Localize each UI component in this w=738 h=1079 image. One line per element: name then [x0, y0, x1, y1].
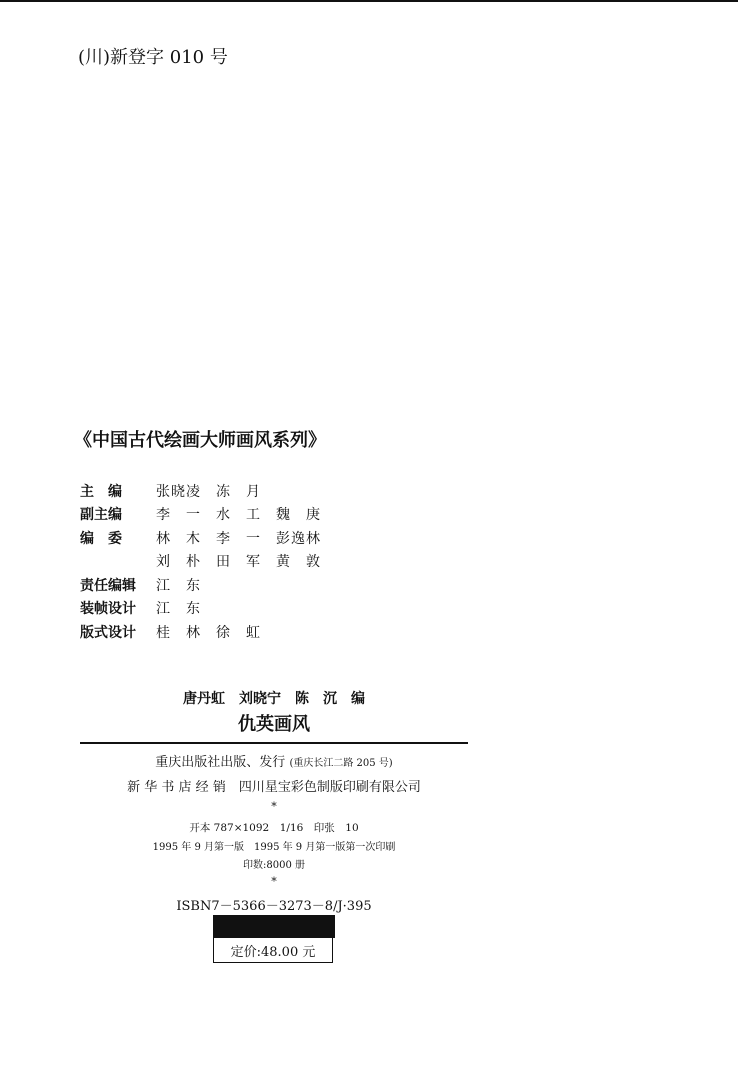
credit-row [80, 503, 321, 527]
registration-number: (川)新登字 010 号 [78, 47, 228, 68]
credit-row [80, 597, 321, 621]
publisher-address: (重庆长江二路 205 号) [289, 758, 393, 769]
credit-row [80, 573, 321, 597]
price-label: 定价:48.00 元 [230, 944, 316, 960]
print-run-line: 印数:8000 册 [243, 860, 305, 871]
credit-names: 江 东 [156, 577, 201, 594]
credit-names: 桂 林 徐 虹 [156, 624, 261, 641]
credit-row [80, 526, 321, 550]
credit-role: 装帧设计 [80, 601, 136, 618]
credit-names: 江 东 [156, 601, 201, 618]
credit-role: 责任编辑 [80, 577, 136, 594]
book-title: 仇英画风 [238, 714, 310, 735]
publisher-name: 重庆出版社出版、发行 [155, 755, 286, 770]
credit-names: 林 木 李 一 彭逸林 [156, 530, 321, 547]
credit-row [80, 620, 321, 644]
top-border-rule [0, 0, 738, 2]
credit-role: 编 委 [80, 530, 122, 547]
book-authors: 唐丹虹 刘晓宁 陈 沉 编 [183, 691, 365, 707]
distributor-line: 新 华 书 店 经 销 四川星宝彩色制版印刷有限公司 [127, 780, 421, 795]
credit-names: 张晓凌 冻 月 [156, 483, 261, 500]
credit-role: 版式设计 [80, 624, 136, 641]
credit-names: 李 一 水 工 魏 庚 [156, 507, 321, 524]
separator-asterisk: * [271, 875, 277, 888]
series-title: 《中国古代绘画大师画风系列》 [74, 430, 326, 451]
divider-rule [80, 742, 468, 744]
credit-row [80, 479, 321, 503]
publisher-line [84, 751, 464, 770]
credits-block [80, 479, 321, 644]
credit-role: 副主编 [80, 507, 122, 524]
isbn-line: ISBN7－5366－3273－8/J·395 [176, 899, 372, 914]
separator-asterisk: * [271, 800, 277, 813]
credit-names: 刘 朴 田 军 黄 敦 [156, 554, 321, 571]
edition-line: 1995 年 9 月第一版 1995 年 9 月第一版第一次印刷 [152, 842, 396, 853]
credit-row [80, 550, 321, 574]
format-line: 开本 787×1092 1/16 印张 10 [189, 822, 359, 834]
barcode-block [213, 915, 335, 938]
price-box [213, 937, 333, 963]
credit-role: 主 编 [80, 483, 122, 500]
